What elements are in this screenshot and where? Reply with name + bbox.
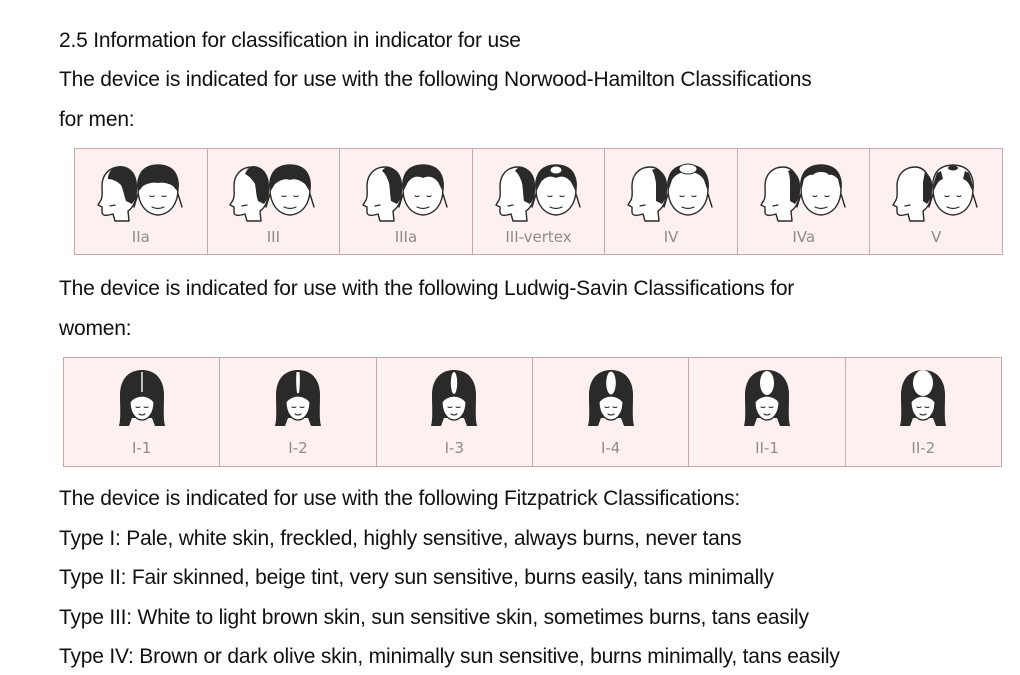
norwood-stage-cell bbox=[75, 149, 207, 254]
male-head-stage-iii-icon bbox=[225, 159, 321, 225]
fitzpatrick-type-ii: Type II: Fair skinned, beige tint, very sun sensitive, burns easily, tans minimally bbox=[59, 566, 774, 589]
ludwig-stage-cell bbox=[219, 358, 375, 466]
ludwig-stage-label: II-1 bbox=[755, 439, 779, 457]
norwood-stage-cell bbox=[737, 149, 870, 254]
norwood-stage-label: V bbox=[931, 228, 942, 246]
ludwig-stage-cell bbox=[845, 358, 1001, 466]
norwood-stage-label: IIa bbox=[131, 228, 150, 246]
male-head-stage-iia-icon bbox=[93, 159, 189, 225]
norwood-hamilton-classification-strip bbox=[74, 148, 1003, 255]
norwood-stage-cell bbox=[207, 149, 340, 254]
female-head-stage-i-2-icon bbox=[271, 368, 325, 434]
norwood-stage-cell bbox=[604, 149, 737, 254]
female-head-stage-i-1-icon bbox=[115, 368, 169, 434]
fitzpatrick-type-iv: Type IV: Brown or dark olive skin, minimally sun sensitive, burns minimally, tans easily bbox=[59, 645, 840, 668]
ludwig-stage-label: I-2 bbox=[288, 439, 308, 457]
ludwig-stage-cell bbox=[64, 358, 219, 466]
male-head-stage-v-icon bbox=[888, 159, 984, 225]
norwood-stage-label: III bbox=[266, 228, 280, 246]
norwood-stage-cell bbox=[339, 149, 472, 254]
male-head-stage-iva-icon bbox=[756, 159, 852, 225]
ludwig-stage-label: I-3 bbox=[444, 439, 465, 457]
fitzpatrick-type-i: Type I: Pale, white skin, freckled, highly sensitive, always burns, never tans bbox=[59, 527, 742, 550]
female-head-stage-i-4-icon bbox=[584, 368, 638, 434]
ludwig-stage-label: I-4 bbox=[600, 439, 621, 457]
norwood-intro-line-1: The device is indicated for use with the following Norwood-Hamilton Classifications bbox=[59, 68, 812, 91]
female-head-stage-ii-1-icon bbox=[740, 368, 794, 434]
male-head-stage-iv-icon bbox=[623, 159, 719, 225]
ludwig-savin-classification-strip bbox=[63, 357, 1002, 467]
male-head-stage-iii-vertex-icon bbox=[491, 159, 587, 225]
norwood-stage-label: IVa bbox=[792, 228, 816, 246]
norwood-intro-line-2: for men: bbox=[59, 108, 135, 131]
norwood-stage-cell bbox=[869, 149, 1002, 254]
male-head-stage-iiia-icon bbox=[358, 159, 454, 225]
female-head-stage-ii-2-icon bbox=[896, 368, 950, 434]
ludwig-stage-cell bbox=[532, 358, 688, 466]
female-head-stage-i-3-icon bbox=[427, 368, 481, 434]
fitzpatrick-intro: The device is indicated for use with the following Fitzpatrick Classifications: bbox=[59, 487, 741, 510]
ludwig-stage-cell bbox=[376, 358, 532, 466]
norwood-stage-label: IIIa bbox=[394, 228, 418, 246]
section-heading: 2.5 Information for classification in indicator for use bbox=[59, 29, 521, 52]
norwood-stage-label: IV bbox=[663, 228, 679, 246]
norwood-stage-cell bbox=[472, 149, 605, 254]
fitzpatrick-type-iii: Type III: White to light brown skin, sun sensitive skin, sometimes burns, tans easily bbox=[59, 606, 809, 629]
ludwig-stage-label: I-1 bbox=[131, 439, 152, 457]
norwood-stage-label: III-vertex bbox=[505, 228, 572, 246]
ludwig-stage-label: II-2 bbox=[911, 439, 936, 457]
ludwig-stage-cell bbox=[688, 358, 844, 466]
ludwig-intro-line-1: The device is indicated for use with the following Ludwig-Savin Classifications for bbox=[59, 277, 795, 300]
ludwig-intro-line-2: women: bbox=[59, 317, 132, 340]
